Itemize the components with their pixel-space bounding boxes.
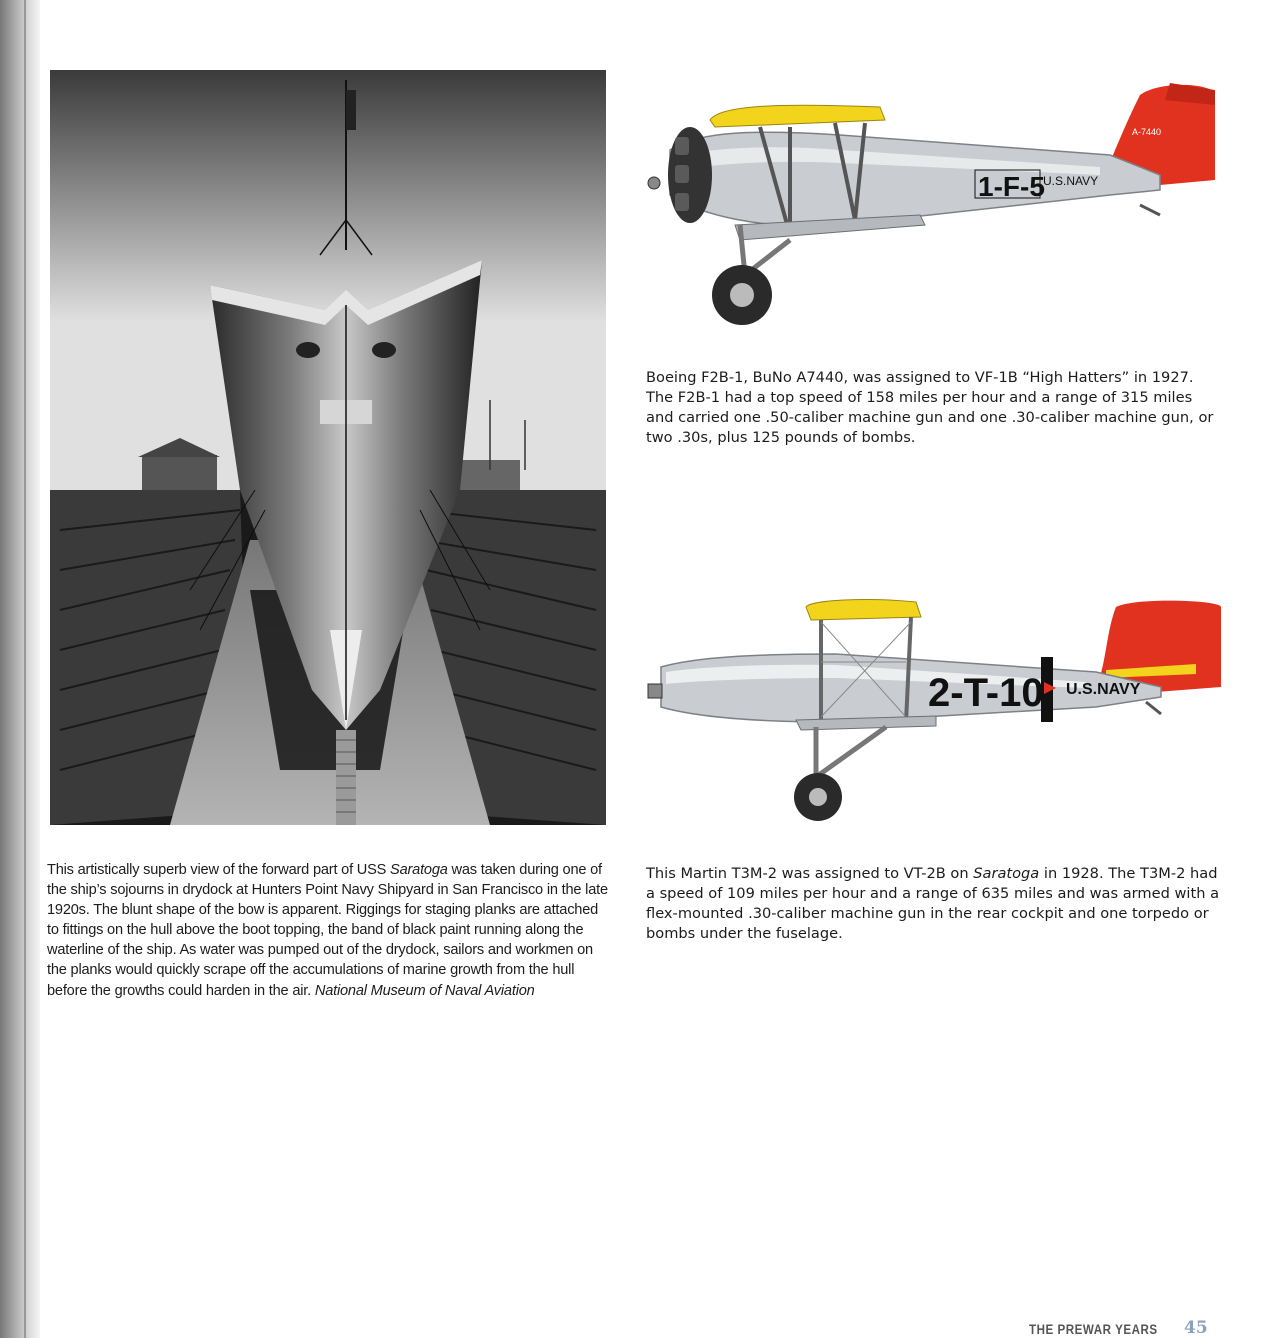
upper-wing xyxy=(710,105,885,127)
book-gutter-shadow xyxy=(0,0,40,1338)
gutter-crease xyxy=(24,0,26,1338)
boeing-f2b1-illustration xyxy=(640,75,1220,335)
fuselage-code: 2-T-10 xyxy=(928,671,1044,715)
martin-t3m2-illustration xyxy=(636,592,1224,832)
page-number: 45 xyxy=(1184,1318,1208,1338)
drydock-photograph xyxy=(50,70,606,825)
radial-engine xyxy=(668,127,712,223)
running-head: THE PREWAR YEARS xyxy=(1029,1322,1158,1337)
navy-marking: U.S.NAVY xyxy=(1043,174,1099,188)
upper-wing xyxy=(806,600,921,620)
martin-caption: This Martin T3M-2 was assigned to VT-2B on Saratoga in 1928. The T3M-2 had a speed of 109 miles per hour and a range of 635 miles and was armed with a flex-mounted .30-caliber machine gun in the rear cockpit and one torpedo or bombs under the fuselage. xyxy=(646,865,1220,943)
fuselage-code: 1-F-5 xyxy=(978,171,1045,202)
boeing-caption: Boeing F2B-1, BuNo A7440, was assigned to VF-1B “High Hatters” in 1927. The F2B-1 had a top speed of 158 miles per hour and a range of 315 miles and carried one .50-caliber machine gun and one .30-caliber machine gun, or two .30s, plus 125 pounds of bombs. xyxy=(646,369,1214,447)
tail-code: A-7440 xyxy=(1132,127,1162,137)
navy-marking: U.S.NAVY xyxy=(1066,681,1141,698)
photo-caption: This artistically superb view of the forward part of USS Saratoga was taken during one of the ship’s sojourns in drydock at Hunters Point Navy Shipyard in San Francisco in the late 1920s. The blunt shape of the bow is apparent. Riggings for staging planks are attached to fittings on the hull above the boot topping, the band of black paint running along the waterline of the ship. As water was pumped out of the drydock, sailors and workmen on the planks would quickly scrape off the accumulations of marine growth from the hull before the growths could harden in the air. National Museum of Naval Aviation xyxy=(47,862,608,999)
